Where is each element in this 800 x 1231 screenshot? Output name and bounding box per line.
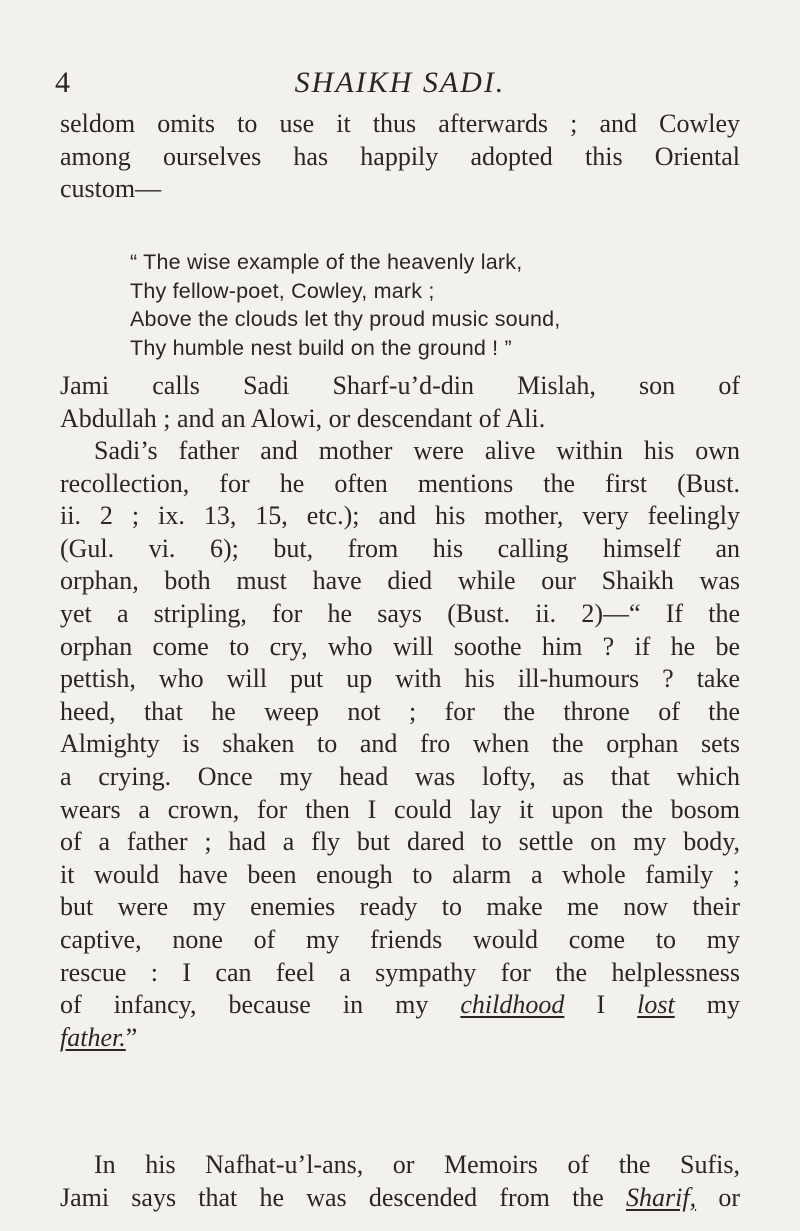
emphasis-father: father. xyxy=(60,1022,126,1052)
text-line: orphan come to cry, who will soothe him ? if he be xyxy=(60,631,740,661)
text-line: recollection, for he often mentions the first (Bust. xyxy=(60,468,740,498)
text-line: a crying. Once my head was lofty, as that which xyxy=(60,761,740,791)
text-line: wears a crown, for then I could lay it upon the bosom xyxy=(60,794,740,824)
page-number: 4 xyxy=(55,66,70,99)
emphasis-lost: lost xyxy=(637,990,675,1020)
text-line: ii. 2 ; ix. 13, 15, etc.); and his mother, very feelingly xyxy=(60,501,740,531)
closing-quote: ” xyxy=(125,1022,138,1052)
text-run: of infancy, because in my xyxy=(60,990,429,1020)
paragraph-2 xyxy=(60,370,740,435)
text-run: or xyxy=(718,1182,740,1212)
text-line: Jami calls Sadi Sharf-u’d-din Mislah, son of xyxy=(60,371,740,400)
emphasis-childhood: childhood xyxy=(460,990,565,1020)
text-line: (Gul. vi. 6); but, from his calling himself an xyxy=(60,533,740,563)
text-line: it would have been enough to alarm a whole family ; xyxy=(60,859,740,889)
text-line: heed, that he weep not ; for the throne of the xyxy=(60,696,740,726)
running-head: SHAIKH SADI. xyxy=(294,66,506,99)
text-line: Sadi’s father and mother were alive within his own xyxy=(94,436,740,465)
text-run: my xyxy=(706,990,741,1020)
text-line: custom— xyxy=(60,174,162,204)
text-line: In his Nafhat-u’l-ans, or Memoirs of the Sufis, xyxy=(94,1150,740,1179)
text-run: I xyxy=(596,990,606,1020)
page-header xyxy=(55,62,745,98)
paragraph-3 xyxy=(60,435,740,1054)
paragraph-4 xyxy=(60,1149,740,1214)
text-line xyxy=(60,1182,740,1215)
text-line: seldom omits to use it thus afterwards ; and Cowley xyxy=(60,109,740,138)
verse-line: Thy humble nest build on the ground ! ” xyxy=(130,335,512,360)
text-line: but were my enemies ready to make me now their xyxy=(60,892,740,922)
text-line: captive, none of my friends would come to my xyxy=(60,924,740,954)
text-line: pettish, who will put up with his ill-humours ? take xyxy=(60,664,740,694)
text-line: orphan, both must have died while our Shaikh was xyxy=(60,566,740,596)
text-line: yet a stripling, for he says (Bust. ii. 2)—“ If the xyxy=(60,598,740,628)
text-line: Almighty is shaken to and fro when the orphan sets xyxy=(60,729,740,759)
text-run: Jami says that he was descended from the xyxy=(60,1182,604,1212)
verse-quotation xyxy=(130,248,730,362)
text-line: Abdullah ; and an Alowi, or descendant of Ali. xyxy=(60,403,546,433)
text-line xyxy=(60,1022,740,1055)
text-line xyxy=(60,989,740,1022)
text-line: among ourselves has happily adopted this Oriental xyxy=(60,141,740,171)
emphasis-sharif: Sharif, xyxy=(626,1182,697,1212)
verse-line: Thy fellow-poet, Cowley, mark ; xyxy=(130,278,435,303)
text-line: of a father ; had a fly but dared to settle on my body, xyxy=(60,827,740,857)
paragraph-1 xyxy=(60,108,740,206)
verse-line: “ The wise example of the heavenly lark, xyxy=(130,250,523,274)
verse-line: Above the clouds let thy proud music sound, xyxy=(130,307,561,331)
text-line: rescue : I can feel a sympathy for the helplessness xyxy=(60,957,740,987)
